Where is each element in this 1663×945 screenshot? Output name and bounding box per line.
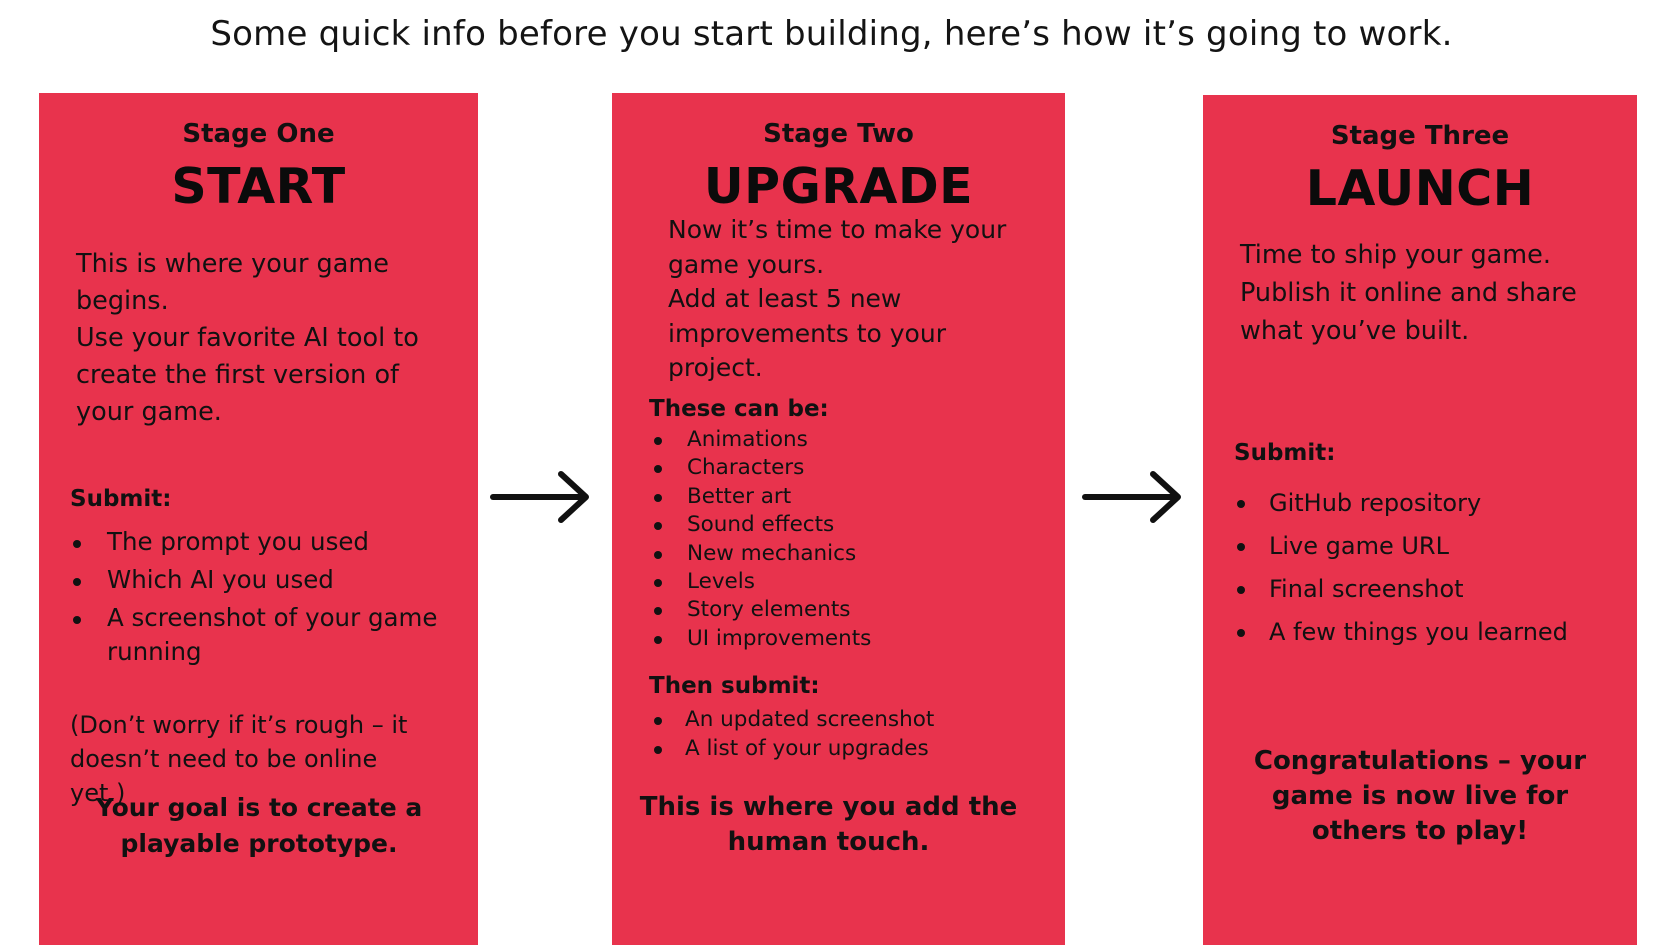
list-item: Which AI you used <box>70 563 460 597</box>
submit-list <box>1234 482 1624 654</box>
list-item: A list of your upgrades <box>649 734 1009 763</box>
submit-heading: Then submit: <box>649 673 820 699</box>
stage-label: Stage One <box>182 119 335 149</box>
stage-goal: Congratulations – your game is now live for others to play! <box>1253 746 1587 846</box>
list-item: An updated screenshot <box>649 705 1009 734</box>
stage-title: START <box>171 158 346 215</box>
submit-list <box>70 525 460 673</box>
intro-line: Now it’s time to make your game yours. <box>668 215 1007 279</box>
list-item: Live game URL <box>1234 525 1624 568</box>
list-item: UI improvements <box>649 625 979 653</box>
stage-title: UPGRADE <box>703 158 974 215</box>
intro-line: Time to ship your game. Publish it online and share what you’ve built. <box>1240 240 1577 346</box>
stage-card-launch <box>1203 95 1637 945</box>
stage-intro <box>76 246 461 431</box>
stage-intro <box>1240 236 1620 350</box>
stage-note: (Don’t worry if it’s rough – it doesn’t need to be online yet.) <box>70 711 408 807</box>
submit-heading: Submit: <box>70 486 172 512</box>
list-item: A screenshot of your game running <box>70 601 460 669</box>
intro-line: Use your favorite AI tool to create the first version of your game. <box>76 323 419 427</box>
list-item: Better art <box>649 483 979 511</box>
stage-label: Stage Two <box>763 119 914 149</box>
list-item: Final screenshot <box>1234 568 1624 611</box>
arrow-right-icon <box>1081 469 1185 525</box>
submit-heading: Submit: <box>1234 440 1336 466</box>
page-headline: Some quick info before you start building, here’s how it’s going to work. <box>210 14 1453 54</box>
list-item: A few things you learned <box>1234 611 1624 654</box>
list-item: GitHub repository <box>1234 482 1624 525</box>
intro-line: Add at least 5 new improvements to your project. <box>668 284 946 382</box>
list-item: New mechanics <box>649 540 979 568</box>
stage-card-upgrade <box>612 93 1065 945</box>
stage-goal: Your goal is to create a playable prototype. <box>95 793 423 858</box>
list-item: Story elements <box>649 596 979 624</box>
stage-label: Stage Three <box>1330 121 1510 151</box>
stage-intro <box>668 213 1028 386</box>
list-item: The prompt you used <box>70 525 460 559</box>
list-item: Sound effects <box>649 511 979 539</box>
list-item: Animations <box>649 426 979 454</box>
options-heading: These can be: <box>649 396 829 422</box>
intro-line: This is where your game begins. <box>76 249 389 316</box>
list-item: Levels <box>649 568 979 596</box>
submit-list <box>649 705 1009 763</box>
stage-title: LAUNCH <box>1305 160 1535 217</box>
arrow-right-icon <box>489 469 593 525</box>
options-list <box>649 426 979 653</box>
list-item: Characters <box>649 454 979 482</box>
stage-goal: This is where you add the human touch. <box>639 792 1018 857</box>
stage-card-start <box>39 93 478 945</box>
